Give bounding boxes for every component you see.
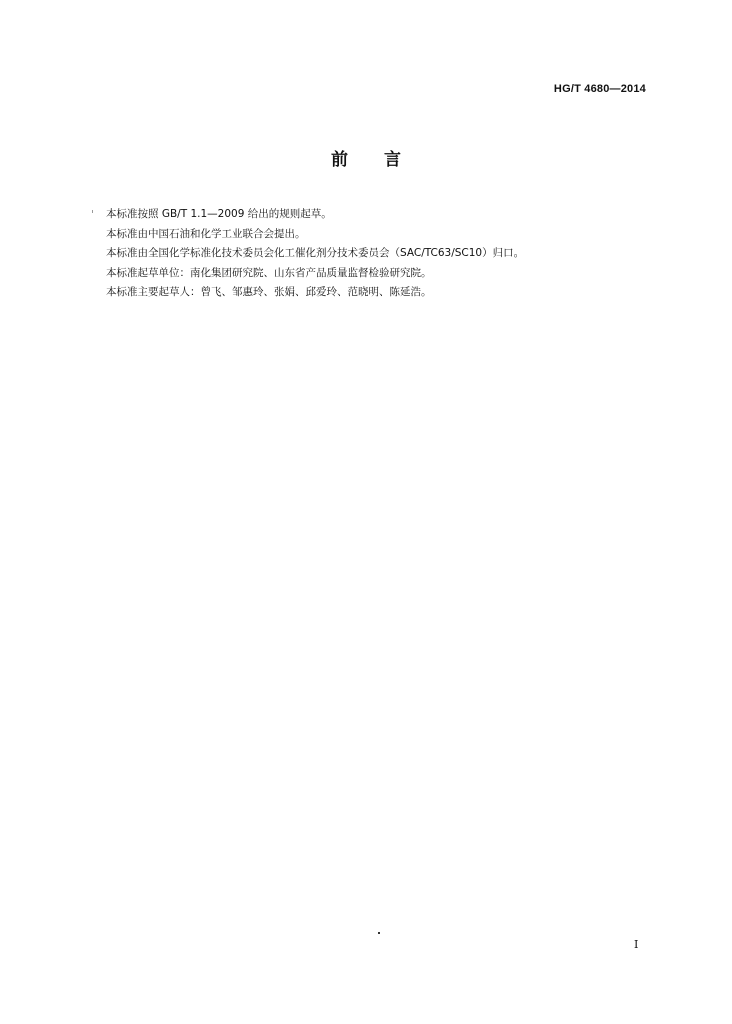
standard-code: HG/T 4680—2014 [553, 83, 646, 95]
paragraph-drafting-units: 本标准起草单位：南化集团研究院、山东省产品质量监督检验研究院。 [106, 266, 432, 279]
paragraph-committee: 本标准由全国化学标准化技术委员会化工催化剂分技术委员会（SAC/TC63/SC10）归口。 [106, 247, 525, 259]
scan-dot [378, 932, 380, 934]
paragraph-drafters: 本标准主要起草人：曾飞、邹惠玲、张娟、邱爱玲、范晓明、陈延浩。 [106, 286, 432, 298]
paragraph-drafting-rules: 本标准按照 GB/T 1.1—2009 给出的规则起草。 [106, 208, 332, 220]
page-number: I [634, 938, 639, 951]
paragraph-proposer: 本标准由中国石油和化学工业联合会提出。 [106, 227, 306, 240]
page-title: 前言 [331, 150, 437, 170]
scan-mark [92, 210, 93, 213]
foreword-body [106, 205, 646, 303]
